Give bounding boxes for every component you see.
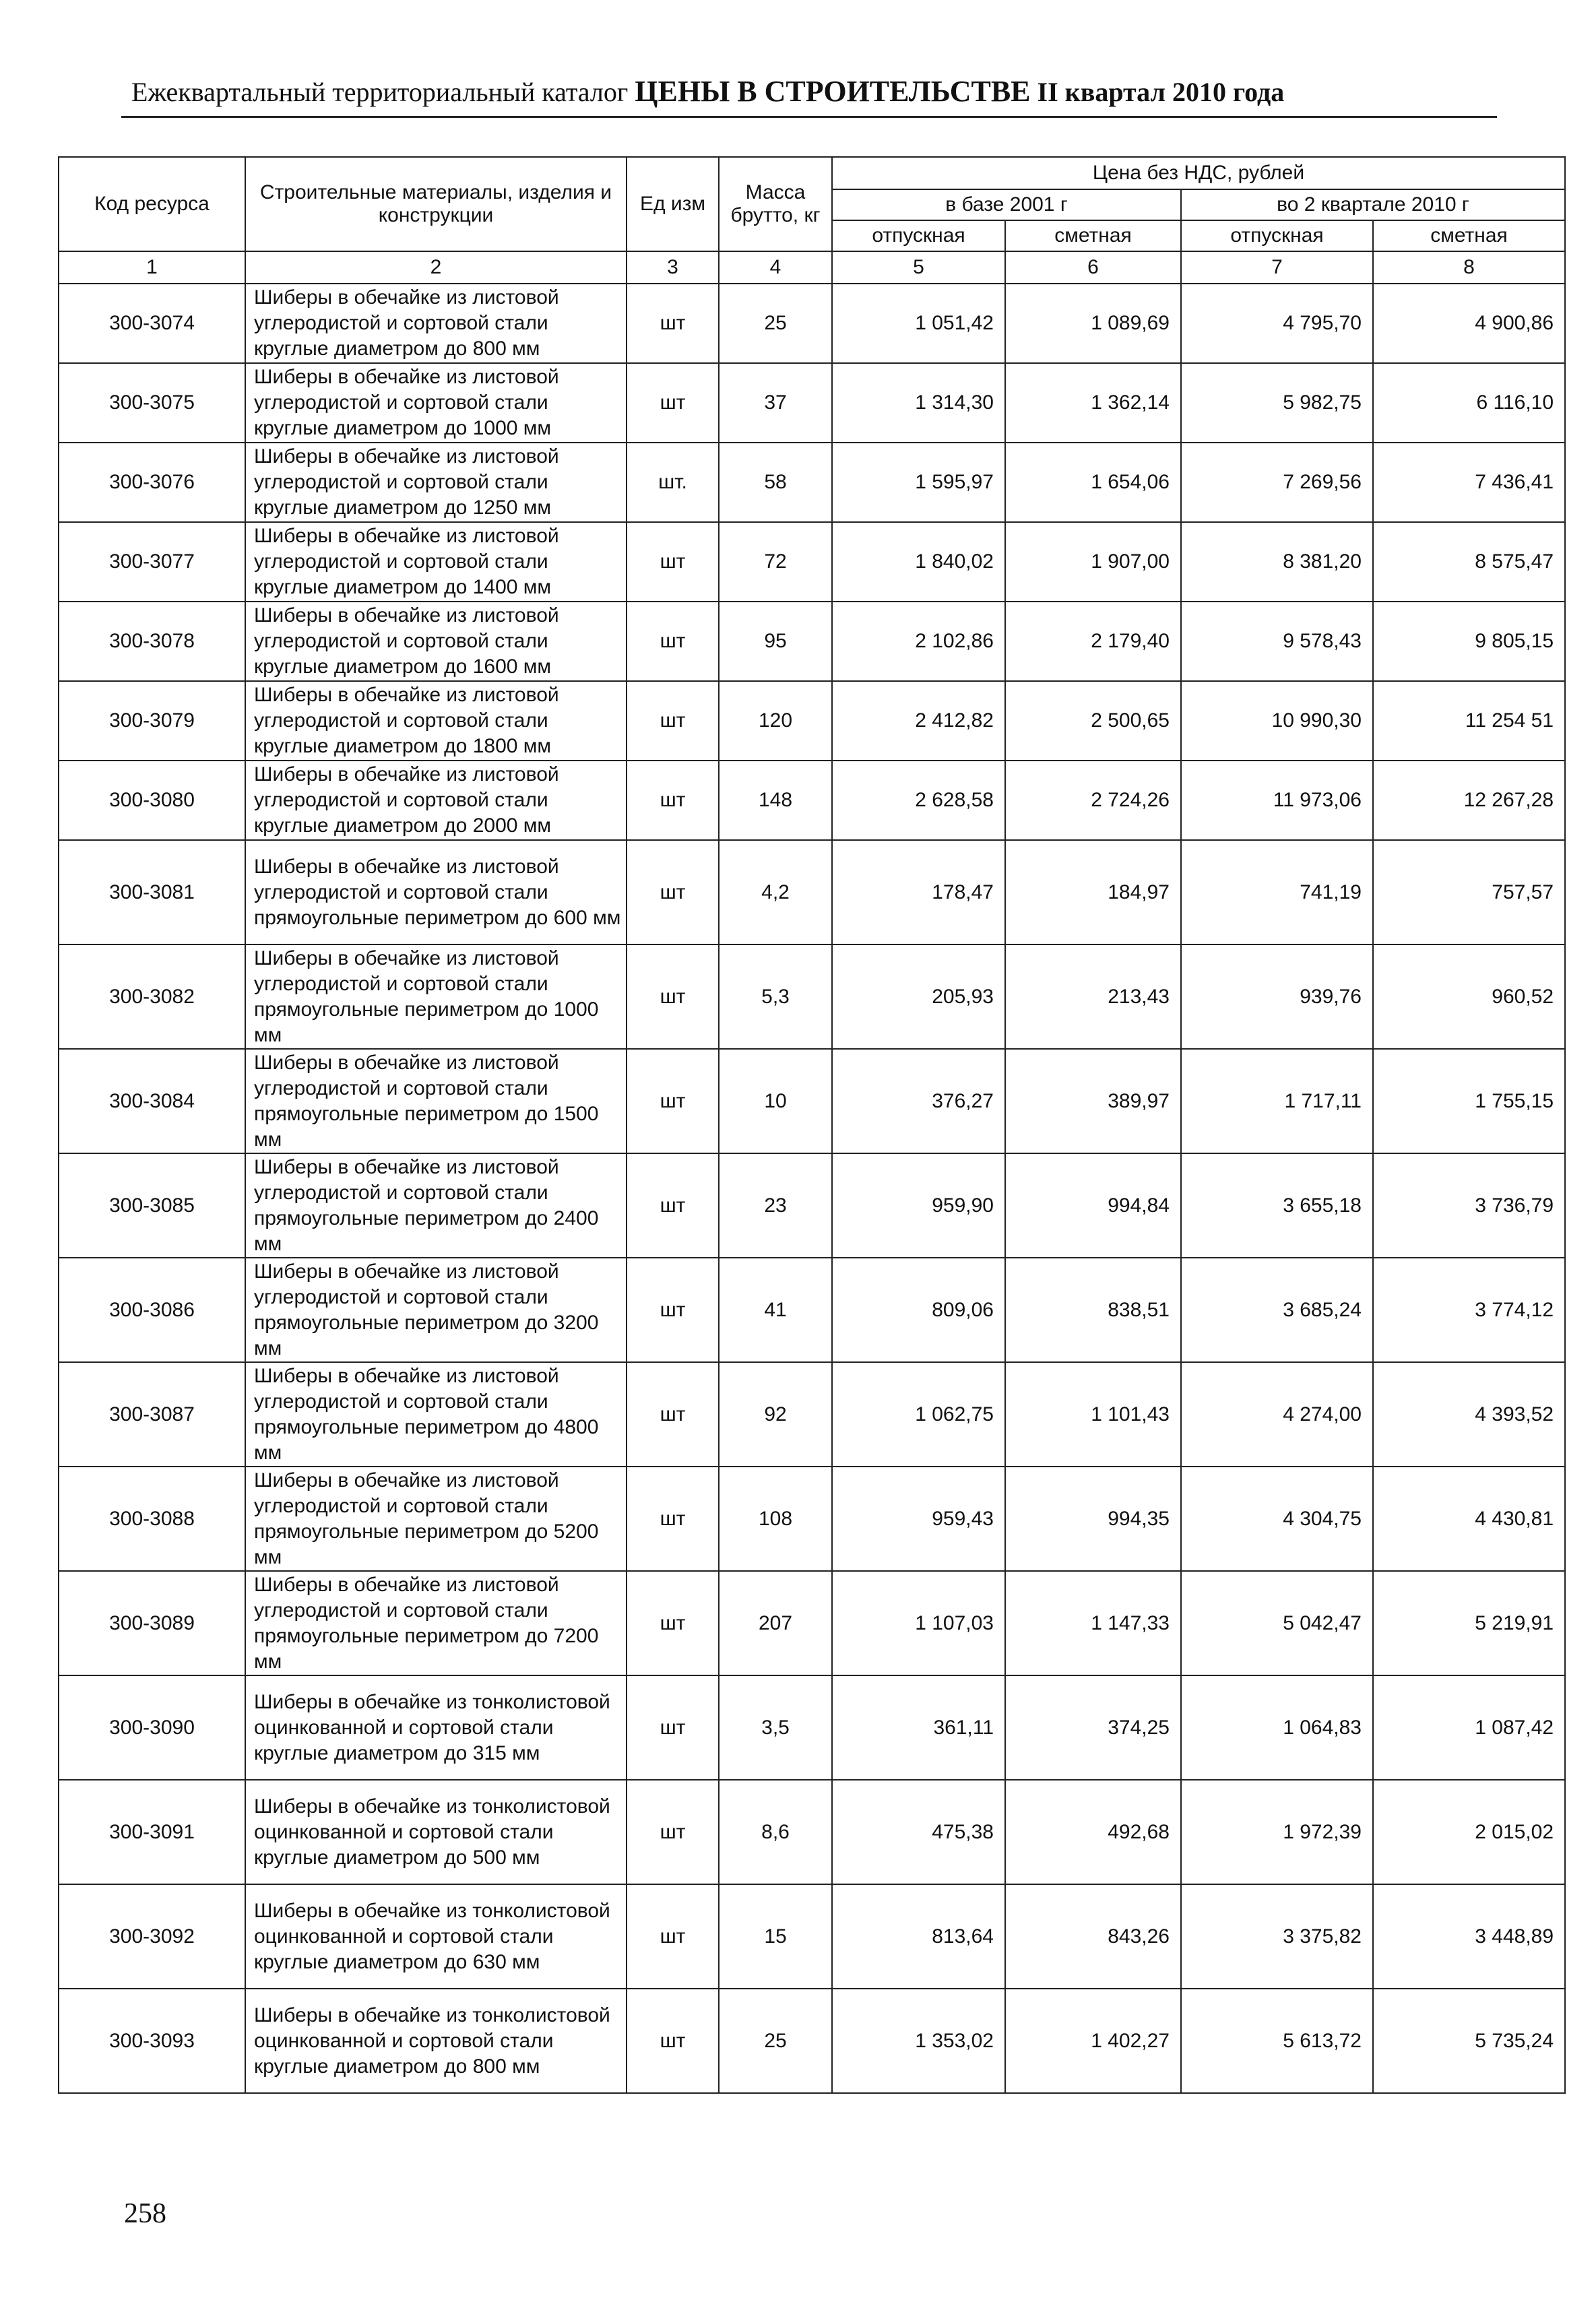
col-header-base-estimate: сметная [1005,220,1181,251]
cell-base-estimate: 389,97 [1005,1049,1181,1153]
cell-mass: 15 [719,1884,832,1989]
cell-name: Шиберы в обечайке из листовой углеродистой и сортовой стали круглые диаметром до 1400 мм [245,522,627,602]
col-header-base-release: отпускная [832,220,1005,251]
catalog-period: II квартал 2010 года [1037,77,1285,107]
cell-current-release: 9 578,43 [1181,602,1373,681]
cell-name: Шиберы в обечайке из листовой углеродистой и сортовой стали прямоугольные периметром до 4800 мм [245,1362,627,1467]
table-row [59,443,1565,522]
cell-unit: шт [627,602,719,681]
cell-current-release: 3 655,18 [1181,1153,1373,1258]
col-header-current-release: отпускная [1181,220,1373,251]
cell-current-release: 939,76 [1181,944,1373,1049]
cell-current-estimate: 4 900,86 [1373,284,1565,363]
table-body [59,284,1565,2093]
table-header [59,157,1565,284]
column-number: 4 [719,251,832,284]
cell-base-release: 959,90 [832,1153,1005,1258]
cell-base-release: 2 412,82 [832,681,1005,761]
cell-code: 300-3079 [59,681,245,761]
cell-mass: 95 [719,602,832,681]
cell-code: 300-3078 [59,602,245,681]
cell-current-release: 4 304,75 [1181,1467,1373,1571]
cell-current-release: 8 381,20 [1181,522,1373,602]
price-table [58,156,1566,2094]
col-header-name: Строительные материалы, изделия и конструкции [245,157,627,251]
cell-code: 300-3082 [59,944,245,1049]
cell-mass: 10 [719,1049,832,1153]
cell-mass: 23 [719,1153,832,1258]
cell-code: 300-3093 [59,1989,245,2093]
cell-mass: 37 [719,363,832,443]
table-row [59,840,1565,944]
cell-base-estimate: 1 362,14 [1005,363,1181,443]
cell-base-release: 2 628,58 [832,761,1005,840]
table-row [59,1884,1565,1989]
table-row [59,1675,1565,1780]
cell-current-estimate: 11 254 51 [1373,681,1565,761]
col-header-unit: Ед изм [627,157,719,251]
cell-current-estimate: 1 755,15 [1373,1049,1565,1153]
cell-current-release: 5 982,75 [1181,363,1373,443]
page-header [131,73,1378,111]
cell-name: Шиберы в обечайке из листовой углеродистой и сортовой стали прямоугольные периметром до 2400 мм [245,1153,627,1258]
cell-name: Шиберы в обечайке из тонколистовой оцинкованной и сортовой стали круглые диаметром до 315 мм [245,1675,627,1780]
cell-base-release: 178,47 [832,840,1005,944]
cell-code: 300-3090 [59,1675,245,1780]
cell-base-release: 376,27 [832,1049,1005,1153]
cell-code: 300-3075 [59,363,245,443]
cell-code: 300-3091 [59,1780,245,1884]
cell-current-estimate: 3 736,79 [1373,1153,1565,1258]
cell-base-estimate: 492,68 [1005,1780,1181,1884]
cell-base-estimate: 1 101,43 [1005,1362,1181,1467]
table-row [59,1571,1565,1675]
cell-mass: 58 [719,443,832,522]
cell-current-release: 11 973,06 [1181,761,1373,840]
cell-name: Шиберы в обечайке из листовой углеродистой и сортовой стали круглые диаметром до 1600 мм [245,602,627,681]
column-number: 7 [1181,251,1373,284]
table-row [59,522,1565,602]
cell-unit: шт [627,1258,719,1362]
cell-mass: 41 [719,1258,832,1362]
col-header-price-group: Цена без НДС, рублей [832,157,1565,189]
cell-current-release: 741,19 [1181,840,1373,944]
cell-unit: шт [627,840,719,944]
cell-name: Шиберы в обечайке из тонколистовой оцинкованной и сортовой стали круглые диаметром до 500 мм [245,1780,627,1884]
cell-base-estimate: 1 907,00 [1005,522,1181,602]
cell-current-release: 1 972,39 [1181,1780,1373,1884]
cell-base-release: 1 062,75 [832,1362,1005,1467]
cell-unit: шт [627,1467,719,1571]
cell-base-estimate: 184,97 [1005,840,1181,944]
table-row [59,761,1565,840]
cell-unit: шт [627,944,719,1049]
cell-name: Шиберы в обечайке из листовой углеродистой и сортовой стали круглые диаметром до 2000 мм [245,761,627,840]
table-row [59,1780,1565,1884]
cell-mass: 25 [719,1989,832,2093]
cell-code: 300-3076 [59,443,245,522]
cell-current-release: 7 269,56 [1181,443,1373,522]
table-row [59,944,1565,1049]
cell-name: Шиберы в обечайке из тонколистовой оцинкованной и сортовой стали круглые диаметром до 630 мм [245,1884,627,1989]
cell-current-release: 5 042,47 [1181,1571,1373,1675]
table-row [59,363,1565,443]
cell-unit: шт [627,1153,719,1258]
cell-code: 300-3085 [59,1153,245,1258]
cell-current-estimate: 3 774,12 [1373,1258,1565,1362]
cell-unit: шт [627,1884,719,1989]
column-number: 2 [245,251,627,284]
cell-code: 300-3088 [59,1467,245,1571]
cell-code: 300-3092 [59,1884,245,1989]
column-number: 6 [1005,251,1181,284]
table-row [59,1467,1565,1571]
cell-unit: шт [627,1362,719,1467]
cell-current-release: 1 717,11 [1181,1049,1373,1153]
cell-name: Шиберы в обечайке из листовой углеродистой и сортовой стали прямоугольные периметром до 3200 мм [245,1258,627,1362]
cell-base-estimate: 374,25 [1005,1675,1181,1780]
cell-unit: шт [627,1049,719,1153]
cell-mass: 72 [719,522,832,602]
cell-current-release: 5 613,72 [1181,1989,1373,2093]
cell-base-estimate: 2 724,26 [1005,761,1181,840]
cell-base-release: 1 107,03 [832,1571,1005,1675]
cell-current-release: 4 274,00 [1181,1362,1373,1467]
cell-code: 300-3084 [59,1049,245,1153]
cell-code: 300-3087 [59,1362,245,1467]
cell-current-release: 10 990,30 [1181,681,1373,761]
cell-current-release: 1 064,83 [1181,1675,1373,1780]
cell-name: Шиберы в обечайке из листовой углеродистой и сортовой стали прямоугольные периметром до 1500 мм [245,1049,627,1153]
cell-base-release: 1 314,30 [832,363,1005,443]
cell-base-release: 813,64 [832,1884,1005,1989]
cell-current-estimate: 5 219,91 [1373,1571,1565,1675]
cell-code: 300-3077 [59,522,245,602]
cell-base-estimate: 213,43 [1005,944,1181,1049]
cell-current-estimate: 2 015,02 [1373,1780,1565,1884]
cell-base-release: 361,11 [832,1675,1005,1780]
header-rule [121,116,1497,118]
cell-current-release: 3 685,24 [1181,1258,1373,1362]
cell-code: 300-3086 [59,1258,245,1362]
cell-unit: шт [627,522,719,602]
cell-code: 300-3089 [59,1571,245,1675]
cell-current-estimate: 960,52 [1373,944,1565,1049]
cell-base-release: 2 102,86 [832,602,1005,681]
cell-base-estimate: 994,84 [1005,1153,1181,1258]
catalog-prefix: Ежеквартальный территориальный каталог [131,77,629,107]
col-header-code: Код ресурса [59,157,245,251]
table-row [59,284,1565,363]
table-row [59,1258,1565,1362]
cell-mass: 4,2 [719,840,832,944]
cell-name: Шиберы в обечайке из листовой углеродистой и сортовой стали круглые диаметром до 1800 мм [245,681,627,761]
cell-name: Шиберы в обечайке из листовой углеродистой и сортовой стали прямоугольные периметром до 5200 мм [245,1467,627,1571]
cell-unit: шт [627,363,719,443]
cell-base-estimate: 1 402,27 [1005,1989,1181,2093]
cell-name: Шиберы в обечайке из листовой углеродистой и сортовой стали прямоугольные периметром до 1000 мм [245,944,627,1049]
table-row [59,1362,1565,1467]
column-number: 5 [832,251,1005,284]
cell-name: Шиберы в обечайке из листовой углеродистой и сортовой стали прямоугольные периметром до 7200 мм [245,1571,627,1675]
cell-current-estimate: 9 805,15 [1373,602,1565,681]
cell-base-estimate: 1 147,33 [1005,1571,1181,1675]
cell-base-release: 1 353,02 [832,1989,1005,2093]
cell-base-estimate: 843,26 [1005,1884,1181,1989]
cell-unit: шт [627,284,719,363]
cell-unit: шт [627,1675,719,1780]
cell-mass: 207 [719,1571,832,1675]
table-row [59,1989,1565,2093]
cell-mass: 8,6 [719,1780,832,1884]
cell-current-release: 3 375,82 [1181,1884,1373,1989]
cell-current-estimate: 3 448,89 [1373,1884,1565,1989]
cell-base-release: 1 595,97 [832,443,1005,522]
table-row [59,1049,1565,1153]
col-header-current-group: во 2 квартале 2010 г [1181,189,1565,220]
col-header-current-estimate: сметная [1373,220,1565,251]
cell-base-release: 1 840,02 [832,522,1005,602]
column-number: 8 [1373,251,1565,284]
cell-current-estimate: 4 430,81 [1373,1467,1565,1571]
cell-base-release: 205,93 [832,944,1005,1049]
cell-unit: шт [627,1571,719,1675]
cell-code: 300-3081 [59,840,245,944]
cell-current-estimate: 1 087,42 [1373,1675,1565,1780]
column-number: 3 [627,251,719,284]
cell-base-estimate: 1 089,69 [1005,284,1181,363]
cell-unit: шт [627,681,719,761]
cell-unit: шт [627,1780,719,1884]
cell-mass: 120 [719,681,832,761]
cell-mass: 108 [719,1467,832,1571]
col-header-base-group: в базе 2001 г [832,189,1181,220]
cell-base-release: 475,38 [832,1780,1005,1884]
cell-name: Шиберы в обечайке из листовой углеродистой и сортовой стали прямоугольные периметром до 600 мм [245,840,627,944]
cell-base-release: 809,06 [832,1258,1005,1362]
cell-unit: шт. [627,443,719,522]
cell-mass: 3,5 [719,1675,832,1780]
cell-mass: 25 [719,284,832,363]
cell-current-estimate: 757,57 [1373,840,1565,944]
cell-base-estimate: 2 500,65 [1005,681,1181,761]
catalog-title: ЦЕНЫ В СТРОИТЕЛЬСТВЕ [635,75,1031,108]
cell-current-estimate: 8 575,47 [1373,522,1565,602]
cell-current-estimate: 7 436,41 [1373,443,1565,522]
cell-mass: 5,3 [719,944,832,1049]
cell-current-estimate: 6 116,10 [1373,363,1565,443]
column-number-row [59,251,1565,284]
table-row [59,681,1565,761]
cell-code: 300-3080 [59,761,245,840]
column-number: 1 [59,251,245,284]
table-row [59,1153,1565,1258]
cell-name: Шиберы в обечайке из тонколистовой оцинкованной и сортовой стали круглые диаметром до 800 мм [245,1989,627,2093]
cell-base-estimate: 2 179,40 [1005,602,1181,681]
cell-mass: 92 [719,1362,832,1467]
col-header-mass: Масса брутто, кг [719,157,832,251]
cell-base-estimate: 1 654,06 [1005,443,1181,522]
cell-base-estimate: 838,51 [1005,1258,1181,1362]
cell-current-estimate: 5 735,24 [1373,1989,1565,2093]
page-number: 258 [124,2198,166,2229]
cell-unit: шт [627,761,719,840]
cell-current-estimate: 4 393,52 [1373,1362,1565,1467]
cell-base-release: 959,43 [832,1467,1005,1571]
cell-code: 300-3074 [59,284,245,363]
cell-current-estimate: 12 267,28 [1373,761,1565,840]
cell-base-estimate: 994,35 [1005,1467,1181,1571]
cell-current-release: 4 795,70 [1181,284,1373,363]
cell-name: Шиберы в обечайке из листовой углеродистой и сортовой стали круглые диаметром до 800 мм [245,284,627,363]
table-row [59,602,1565,681]
cell-mass: 148 [719,761,832,840]
cell-unit: шт [627,1989,719,2093]
cell-name: Шиберы в обечайке из листовой углеродистой и сортовой стали круглые диаметром до 1000 мм [245,363,627,443]
cell-name: Шиберы в обечайке из листовой углеродистой и сортовой стали круглые диаметром до 1250 мм [245,443,627,522]
cell-base-release: 1 051,42 [832,284,1005,363]
